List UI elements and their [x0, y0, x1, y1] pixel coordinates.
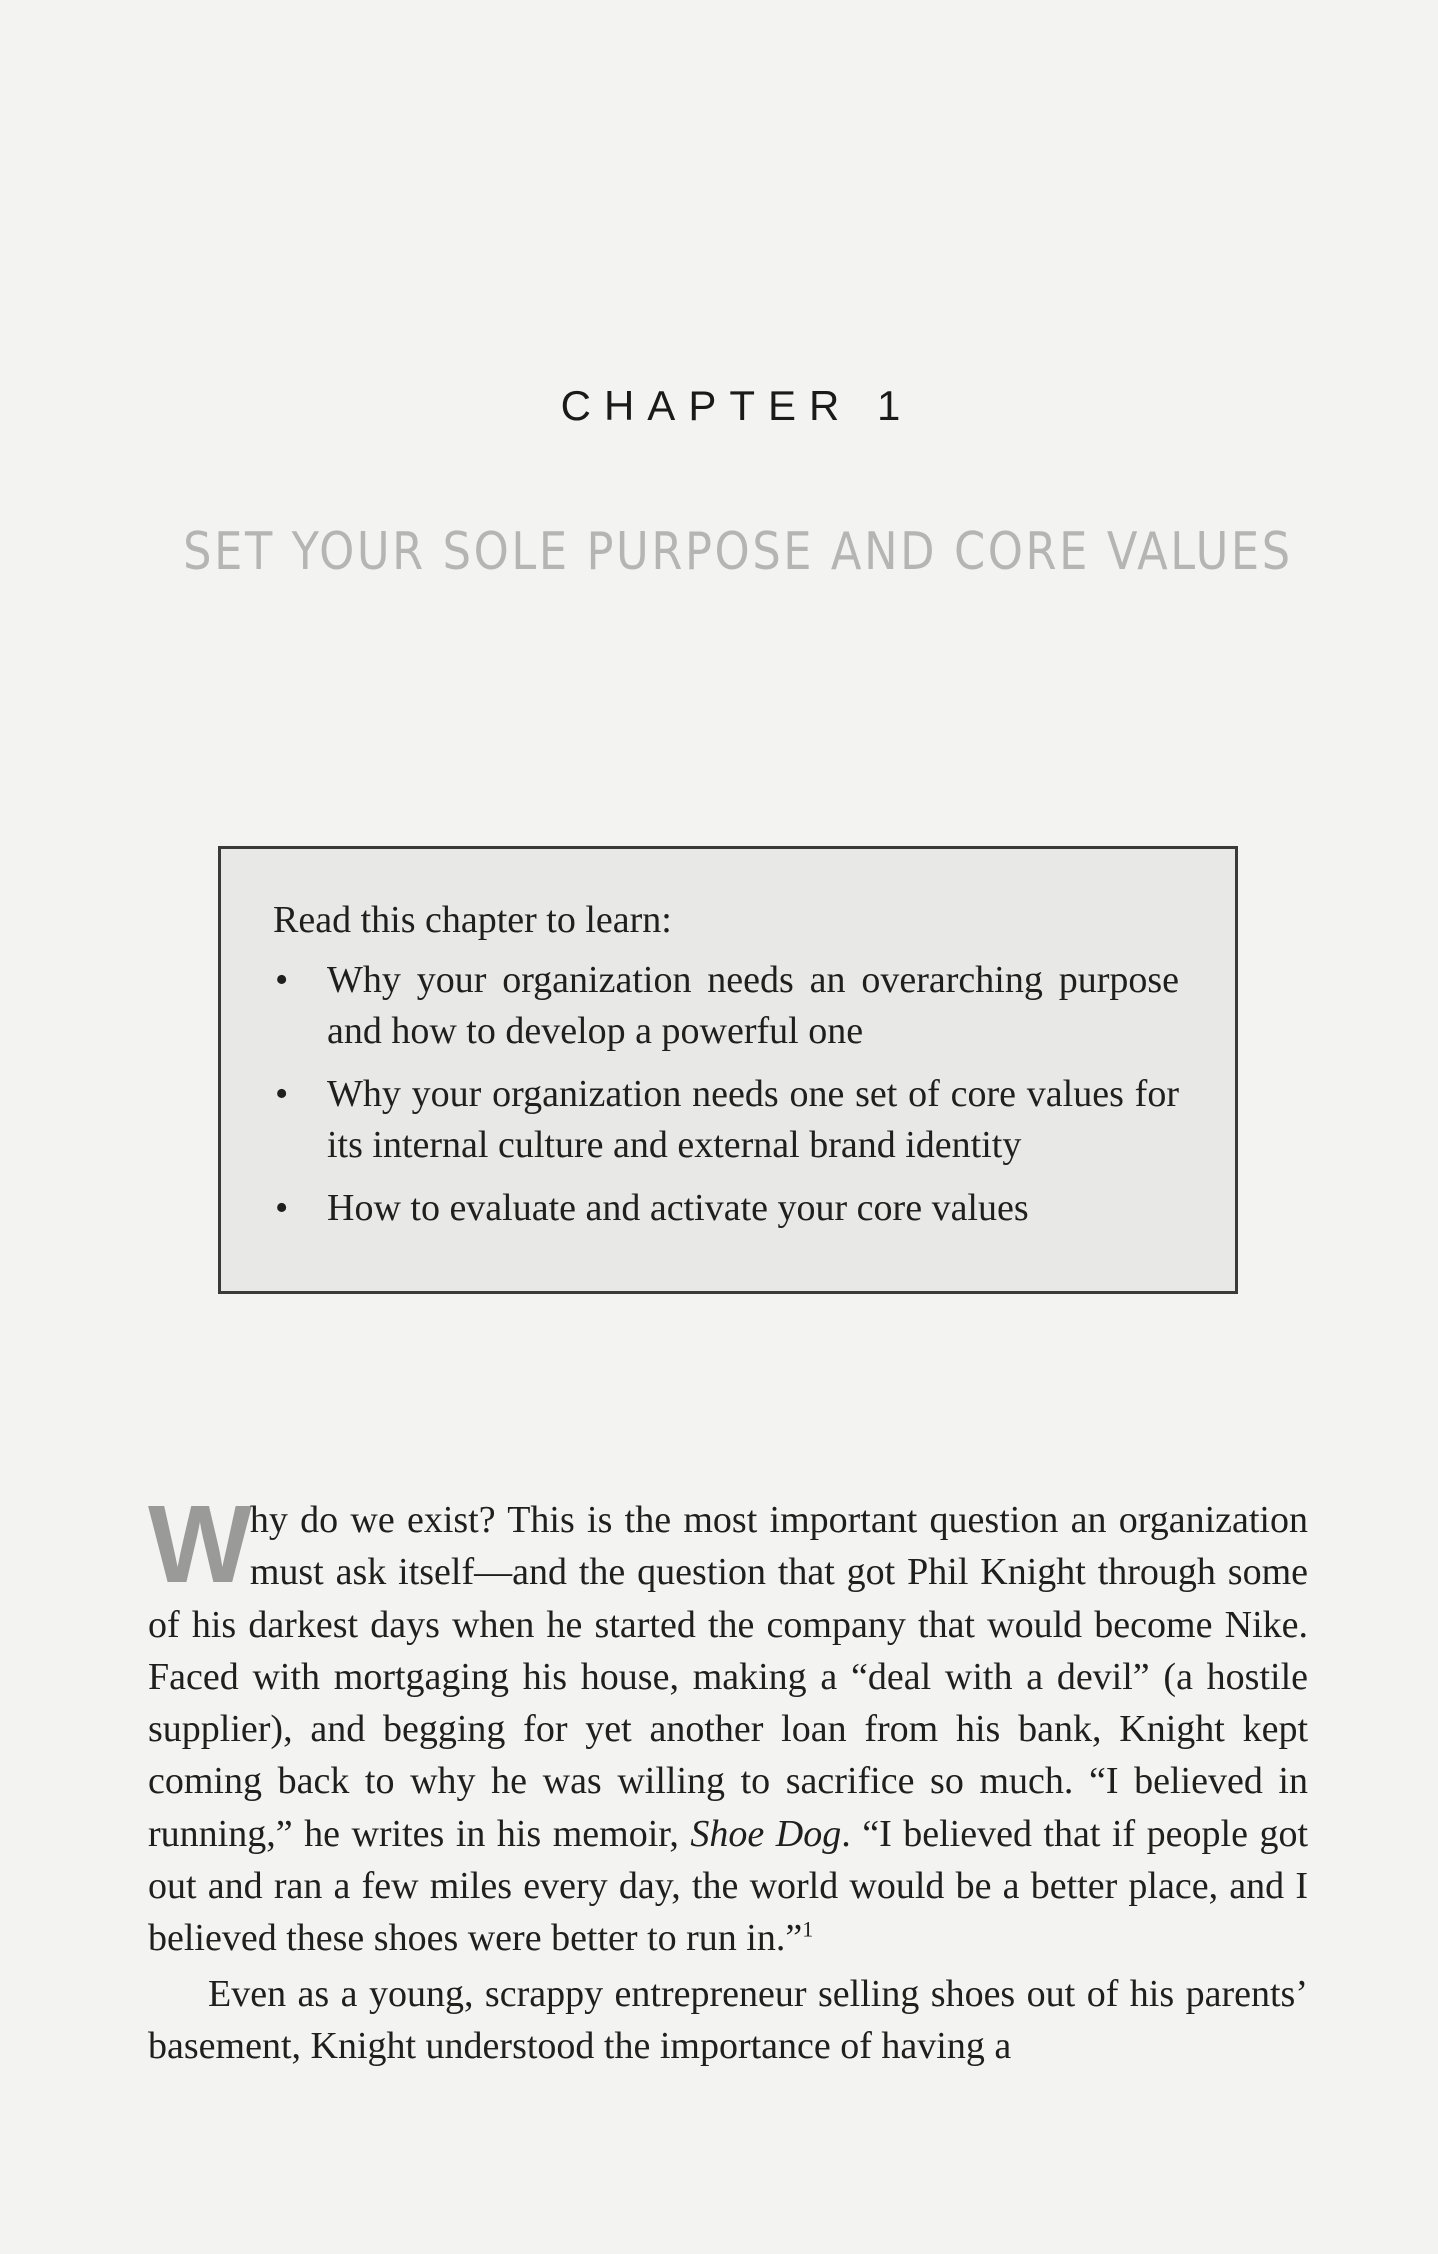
bullet-icon: •: [275, 959, 289, 1001]
book-title: Shoe Dog: [690, 1812, 842, 1855]
paragraph-1-quote: . “I believed that if people got out and ran a few miles every day, the world would be a better place, and I believed these shoes were better to run in.”: [148, 1812, 1309, 1960]
chapter-label: CHAPTER 1: [560, 382, 914, 429]
paragraph-1: [148, 1483, 1309, 1965]
bullet-icon: •: [275, 1073, 289, 1115]
learning-item-text: Why your organization needs an overarching purpose and how to develop a powerful one: [327, 959, 1179, 1052]
learning-item-text: How to evaluate and activate your core values: [327, 1187, 1029, 1229]
paragraph-2: Even as a young, scrappy entrepreneur selling shoes out of his parents’ basement, Knight understood the importance of having a: [148, 1972, 1308, 2067]
body-text: [148, 1483, 1309, 2072]
chapter-title: SET YOUR SOLE PURPOSE AND CORE VALUES: [183, 522, 1293, 582]
learning-item: [273, 1183, 1179, 1234]
learning-item: [273, 1069, 1179, 1171]
learning-intro: Read this chapter to learn:: [273, 899, 672, 941]
learning-list: [273, 955, 1179, 1234]
drop-cap: W: [148, 1483, 246, 1606]
footnote-marker: 1: [802, 1916, 814, 1942]
learning-objectives-box: [218, 846, 1238, 1294]
bullet-icon: •: [275, 1187, 289, 1229]
learning-item-text: Why your organization needs one set of core values for its internal culture and external brand identity: [327, 1073, 1179, 1166]
paragraph-1-text: hy do we exist? This is the most important question an organization must ask itself—and the question that got Phil Knight through some of his darkest days when he started the company that would become Nike. Faced with mortgaging his house, making a “deal with a devil” (a hostile supplier), and begging for yet another loan from his bank, Knight kept coming back to why he was willing to sacrifice so much. “I believed in running,” he writes in his memoir,: [148, 1499, 1308, 1855]
learning-item: [273, 955, 1179, 1057]
